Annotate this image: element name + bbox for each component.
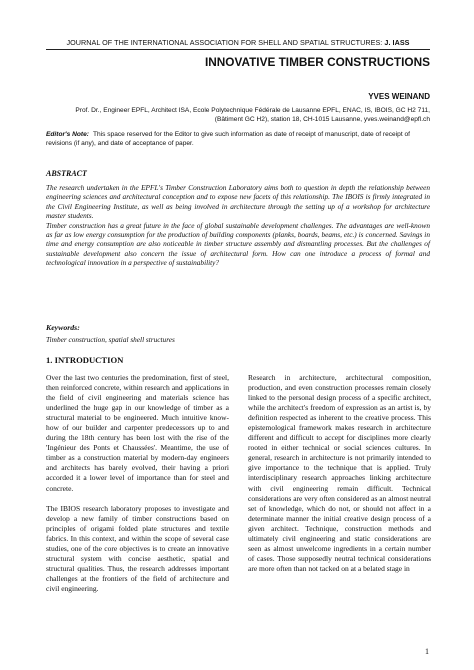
- keywords-text: Timber construction, spatial shell structures: [46, 335, 175, 344]
- author-affiliation: [40, 106, 430, 124]
- journal-name: JOURNAL OF THE INTERNATIONAL ASSOCIATION FOR SHELL AND SPATIAL STRUCTURES:: [66, 38, 383, 47]
- abstract-paragraph: The research undertaken in the EPFL's Timber Construction Laboratory aims both to question in depth the relationship between engineering sciences and architectural conception and to expose new facets of this relationship. The IBOIS is firmly integrated in the Civil Engineering Institute, as well as being involved in architecture through the setting up of a workshop for architecture master students.: [46, 183, 430, 221]
- editor-note-text: This space reserved for the Editor to give such information as date of receipt of manuscript, date of receipt of revisions (if any), and date of acceptance of paper.: [46, 131, 410, 147]
- journal-abbreviation: J. IASS: [384, 38, 410, 47]
- body-column-right: [248, 373, 431, 584]
- editor-note-label: Editor's Note:: [46, 131, 89, 138]
- abstract-paragraph: Timber construction has a great future in the face of global sustainable development challenges. The advantages are well-known as far as low energy consumption for the production of building components (planks, boards, beams, etc.) is concerned. Savings in time and energy consumption are also noticeable in timber structure assembly and dismantling processes. But the challenges of sustainable development also concern the issue of architectural form. How can one introduce a process of formal and technological innovation in a perspective of sustainability?: [46, 220, 430, 268]
- keywords-heading: Keywords:: [46, 323, 80, 332]
- body-paragraph: Research in architecture, architectural composition, production, and even construction processes remain closely linked to the personal design process of a specific architect, while the architect's freedom of expression as an artist is, by definition respected as inherent to the creative process. This epistemological framework makes research in architecture different and difficult to accept for disciplines more clearly rooted in either technical or social sciences cultures. In general, research in architecture is not primarily intended to give importance to the technique that is applied. Truly interdisciplinary research approaches linking architecture with civil engineering remain difficult. Technical considerations are very often considered as an almost neutral set of knowledge, which do not, or should not affect in a determinate manner the initial creative design process of a given architect. Technique, construction methods and ultimately civil engineering and static considerations are seen as almost unwelcome ingredients in a certain number of cases. Those supposedly neutral technical considerations are more often than not tacked on at a belated stage in: [248, 373, 431, 573]
- paper-title: INNOVATIVE TIMBER CONSTRUCTIONS: [204, 55, 430, 69]
- body-paragraph: The IBIOS research laboratory proposes to investigate and develop a new family of timber constructions based on principles of origami folded plate structures and textile fabrics. In this context, and within the scope of several case studies, one of the core objectives is to create an innovative structural system with concise aesthetic, spatial and structural qualities. Thus, the research addresses important challenges at the frontiers of the field of architecture and civil engineering.: [46, 503, 229, 593]
- abstract-heading: ABSTRACT: [46, 169, 87, 178]
- affiliation-line: Prof. Dr., Engineer EPFL, Architect ISA, Ecole Polytechnique Fédérale de Lausanne EPFL, ENAC, IS, IBOIS, GC H2 711,: [75, 107, 430, 114]
- section-heading-introduction: 1. INTRODUCTION: [46, 355, 124, 365]
- page-number: 1: [425, 647, 429, 656]
- body-column-left: [46, 373, 229, 604]
- editor-note: [46, 130, 430, 148]
- abstract-body: [46, 183, 430, 268]
- header-rule: [46, 49, 430, 50]
- body-paragraph: Over the last two centuries the predomination, first of steel, then reinforced concrete, within research and applications in the field of civil engineering and materials science has underlined the huge gap in our knowledge of timber as a structural material to be engineered. Much intuitive know-how of our builder and carpenter predecessors up to and during the 18th century has been lost with the rise of the 'Ingénieur des Ponts et Chaussées'. Meantime, the use of timber as a construction material by modern-day engineers and architects has barely evolved, their having a priori accorded it a lower level of importance than for steel and concrete.: [46, 373, 229, 493]
- author-name: YVES WEINAND: [368, 92, 430, 101]
- affiliation-line: (Bâtiment GC H2), station 18, CH-1015 Lausanne, yves.weinand@epfl.ch: [214, 116, 430, 123]
- journal-header: [46, 38, 430, 47]
